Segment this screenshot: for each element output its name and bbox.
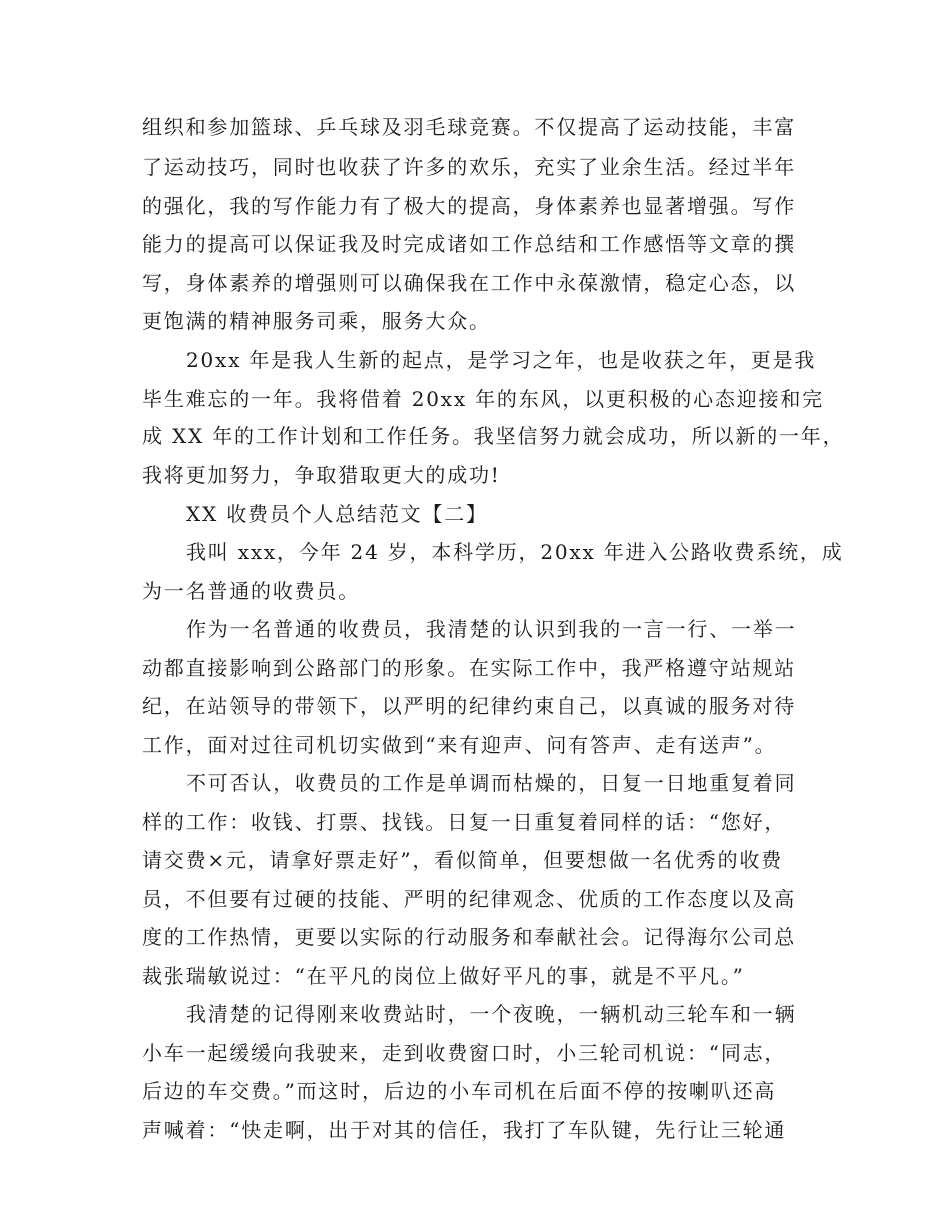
paragraph-line: 裁张瑞敏说过：“在平凡的岗位上做好平凡的事，就是不平凡。” bbox=[142, 964, 745, 988]
paragraph-line: 请交费×元，请拿好票走好”，看似简单，但要想做一名优秀的收费 bbox=[142, 848, 783, 872]
paragraph-line: 能力的提高可以保证我及时完成诸如工作总结和工作感悟等文章的撰 bbox=[142, 232, 796, 256]
paragraph-line: 样的工作：收钱、打票、找钱。日复一日重复着同样的话：“您好， bbox=[142, 810, 787, 834]
paragraph-line: 我将更加努力，争取猎取更大的成功! bbox=[142, 463, 501, 487]
section-heading: XX 收费员个人总结范文【二】 bbox=[186, 502, 488, 526]
paragraph-line: 更饱满的精神服务司乘，服务大众。 bbox=[142, 309, 491, 333]
paragraph-line: 员，不但要有过硬的技能、严明的纪律观念、优质的工作态度以及高 bbox=[142, 887, 796, 911]
paragraph-line: 我清楚的记得刚来收费站时，一个夜晚，一辆机动三轮车和一辆 bbox=[186, 1002, 797, 1026]
paragraph-line: 毕生难忘的一年。我将借着 20xx 年的东风，以更积极的心态迎接和完 bbox=[142, 387, 824, 411]
paragraph-line: 我叫 xxx，今年 24 岁，本科学历，20xx 年进入公路收费系统，成 bbox=[186, 540, 844, 564]
paragraph-line: 声喊着：“快走啊，出于对其的信任，我打了车队键，先行让三轮通 bbox=[142, 1118, 787, 1142]
paragraph-line: 纪，在站领导的带领下，以严明的纪律约束自己，以真诚的服务对待 bbox=[142, 694, 796, 718]
paragraph-line: 作为一名普通的收费员，我清楚的认识到我的一言一行、一举一 bbox=[186, 617, 797, 641]
paragraph-line: 写，身体素养的增强则可以确保我在工作中永葆激情，稳定心态，以 bbox=[142, 271, 796, 295]
paragraph-line: 成 XX 年的工作计划和工作任务。我坚信努力就会成功，所以新的一年， bbox=[142, 424, 845, 448]
paragraph-line: 为一名普通的收费员。 bbox=[142, 579, 360, 603]
paragraph-line: 组织和参加篮球、乒乓球及羽毛球竞赛。不仅提高了运动技能，丰富 bbox=[142, 115, 796, 139]
paragraph-line: 度的工作热情，更要以实际的行动服务和奉献社会。记得海尔公司总 bbox=[142, 925, 796, 949]
paragraph-line: 20xx 年是我人生新的起点，是学习之年，也是收获之年，更是我 bbox=[186, 348, 817, 372]
paragraph-line: 的强化，我的写作能力有了极大的提高，身体素养也显著增强。写作 bbox=[142, 194, 796, 218]
paragraph-line: 不可否认，收费员的工作是单调而枯燥的，日复一日地重复着同 bbox=[186, 771, 797, 795]
paragraph-line: 动都直接影响到公路部门的形象。在实际工作中，我严格遵守站规站 bbox=[142, 656, 796, 680]
paragraph-line: 了运动技巧，同时也收获了许多的欢乐，充实了业余生活。经过半年 bbox=[142, 155, 796, 179]
paragraph-line: 工作，面对过往司机切实做到“来有迎声、问有答声、走有送声”。 bbox=[142, 733, 777, 757]
paragraph-line: 后边的车交费。”而这时，后边的小车司机在后面不停的按喇叭还高 bbox=[142, 1079, 777, 1103]
paragraph-line: 小车一起缓缓向我驶来，走到收费窗口时，小三轮司机说：“同志， bbox=[142, 1041, 787, 1065]
